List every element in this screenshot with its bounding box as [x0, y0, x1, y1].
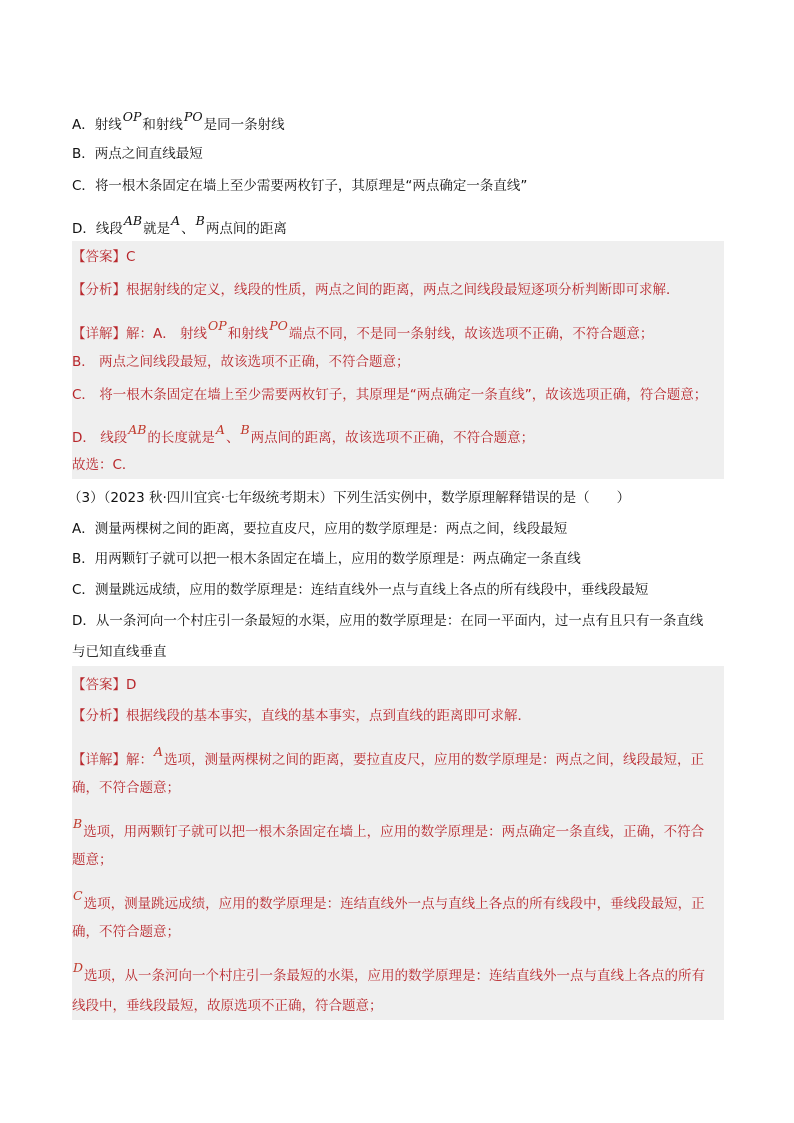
- q2-option-c: C．将一根木条固定在墙上至少需要两枚钉子，其原理是“两点确定一条直线”: [72, 178, 528, 194]
- q3-detail-b-cont: 题意；: [72, 852, 113, 868]
- q3-detail-d: D选项，从一条河向一个村庄引一条最短的水渠，应用的数学原理是：连结直线外一点与直线上各点的所有: [73, 960, 706, 984]
- q3-detail-d-cont: 线段中，垂线段最短，故原选项不正确，符合题意；: [72, 998, 383, 1014]
- q2-option-a: A．射线OP和射线PO是同一条射线: [72, 109, 285, 133]
- math-var: D: [73, 960, 84, 975]
- q3-answer: 【答案】D: [72, 677, 137, 693]
- q3-detail-c: C选项，测量跳远成绩，应用的数学原理是：连结直线外一点与直线上各点的所有线段中，垂线段最短，正: [73, 888, 705, 912]
- q2-detail-a: 【详解】解：A． 射线OP和射线PO端点不同，不是同一条射线，故该选项不正确，不符合题意；: [72, 318, 654, 342]
- q2-conclusion: 故选：C．: [72, 457, 136, 473]
- q2-detail-b: B． 两点之间线段最短，故该选项不正确，不符合题意；: [72, 354, 410, 370]
- q3-detail-a-cont: 确，不符合题意；: [72, 780, 180, 796]
- q2-option-d: D．线段AB就是A、B两点间的距离: [72, 213, 287, 237]
- math-var: B: [73, 816, 83, 831]
- q3-detail-b: B选项，用两颗钉子就可以把一根木条固定在墙上，应用的数学原理是：两点确定一条直线，正确，不符合: [73, 816, 705, 840]
- math-var: AB: [123, 213, 143, 228]
- math-var: OP: [122, 109, 142, 124]
- math-var: OP: [208, 318, 227, 333]
- math-var: A: [171, 213, 181, 228]
- q3-detail-c-cont: 确，不符合题意；: [72, 924, 180, 940]
- math-var: AB: [128, 422, 147, 437]
- q3-option-b: B．用两颗钉子就可以把一根木条固定在墙上，应用的数学原理是：两点确定一条直线: [72, 551, 581, 567]
- q3-option-a: A．测量两棵树之间的距离，要拉直皮尺，应用的数学原理是：两点之间，线段最短: [72, 521, 568, 537]
- q2-answer: 【答案】C: [72, 249, 136, 265]
- q3-option-c: C．测量跳远成绩，应用的数学原理是：连结直线外一点与直线上各点的所有线段中，垂线段最短: [72, 582, 649, 598]
- math-var: A: [215, 422, 225, 437]
- q2-detail-d: D． 线段AB的长度就是A、B两点间的距离，故该选项不正确，不符合题意；: [72, 422, 535, 446]
- q3-stem: （3）（2023 秋·四川宜宾·七年级统考期末）下列生活实例中，数学原理解释错误的是（ ）: [68, 490, 631, 506]
- q3-detail-a: 【详解】解：A选项，测量两棵树之间的距离，要拉直皮尺，应用的数学原理是：两点之间，线段最短，正: [72, 744, 705, 768]
- q2-detail-c: C． 将一根木条固定在墙上至少需要两枚钉子，其原理是“两点确定一条直线”，故该选项正确，符合题意；: [72, 387, 708, 403]
- q2-option-b: B．两点之间直线最短: [72, 146, 203, 162]
- q3-option-d-cont: 与已知直线垂直: [72, 644, 167, 660]
- q3-option-d: D．从一条河向一个村庄引一条最短的水渠，应用的数学原理是：在同一平面内，过一点有且只有一条直线: [72, 613, 704, 629]
- math-var: B: [240, 422, 250, 437]
- math-var: C: [73, 888, 83, 903]
- math-var: PO: [269, 318, 288, 333]
- q2-analysis: 【分析】根据射线的定义，线段的性质，两点之间的距离，两点之间线段最短逐项分析判断即可求解．: [72, 282, 680, 298]
- math-var: B: [195, 213, 205, 228]
- math-var: A: [154, 744, 164, 759]
- math-var: PO: [183, 109, 203, 124]
- q3-analysis: 【分析】根据线段的基本事实，直线的基本事实，点到直线的距离即可求解．: [72, 708, 531, 724]
